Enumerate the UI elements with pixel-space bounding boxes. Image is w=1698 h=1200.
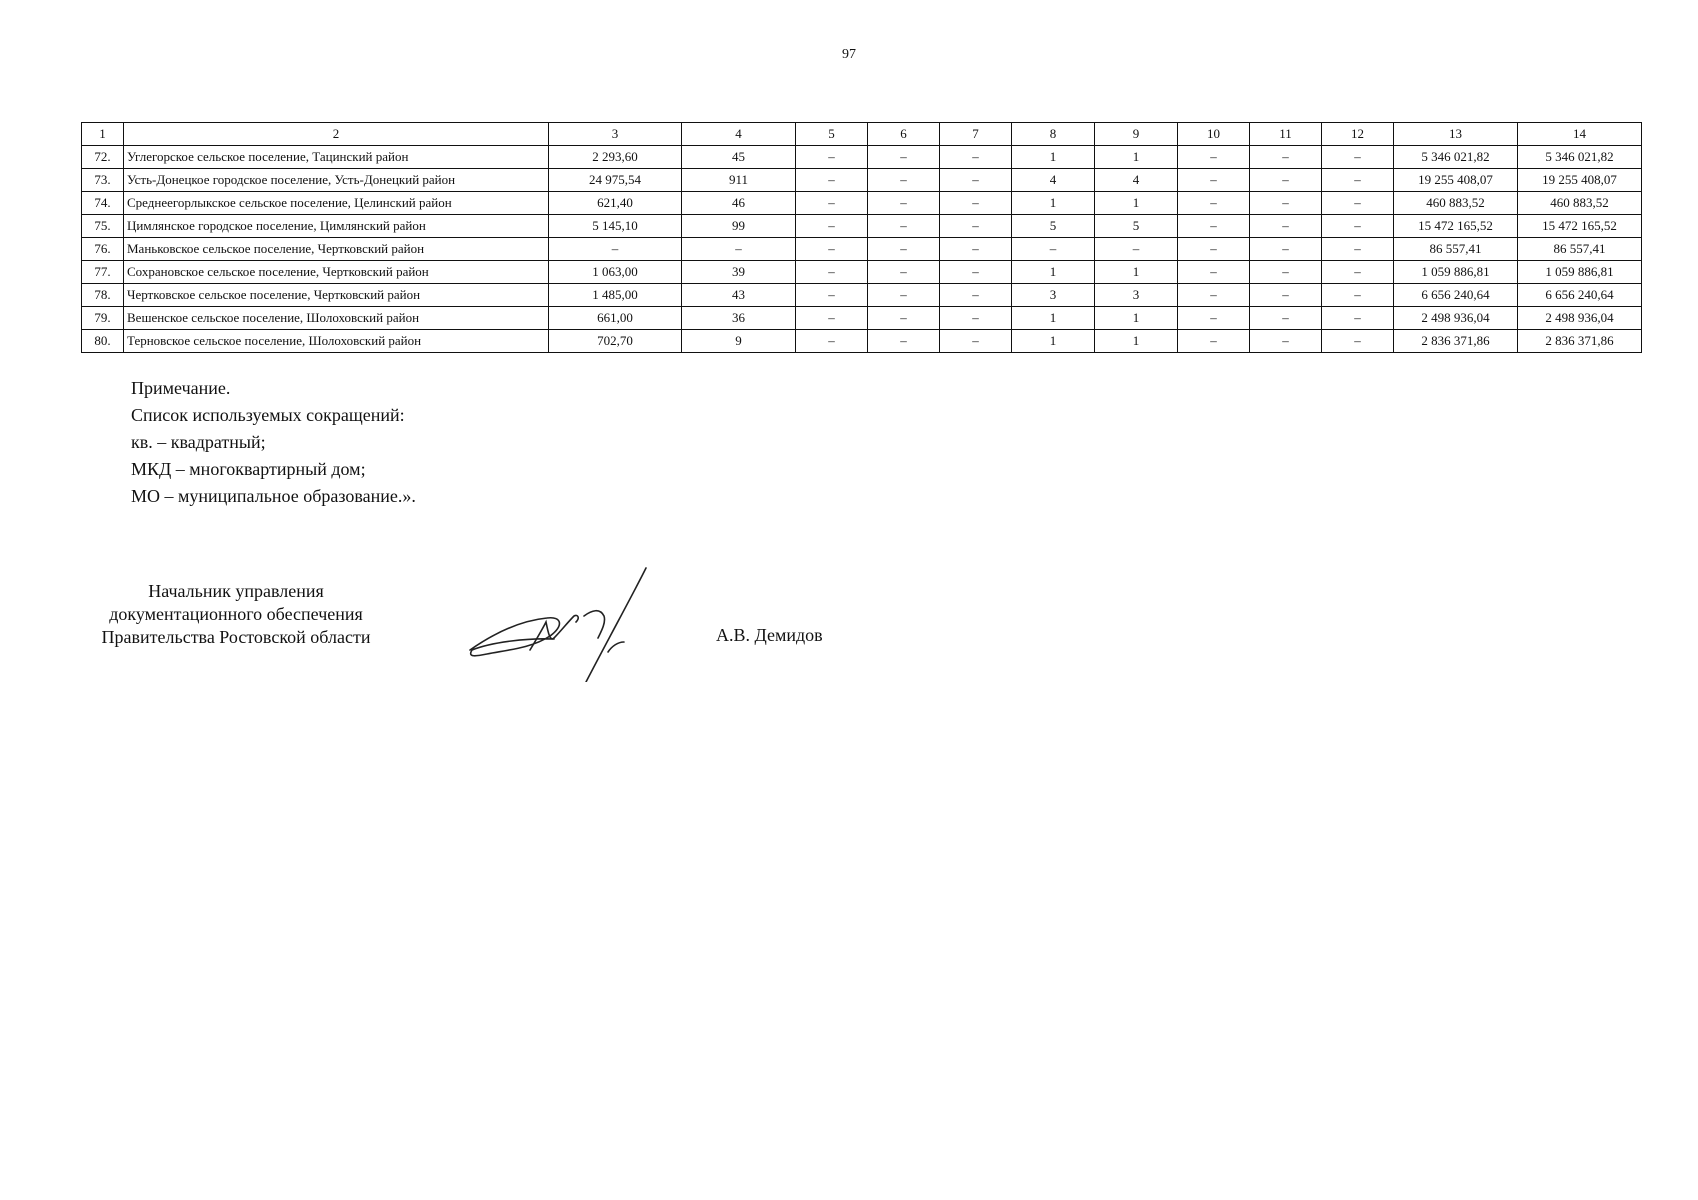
table-cell: 1 bbox=[1012, 261, 1095, 284]
signatory-position-line: Начальник управления bbox=[148, 581, 324, 601]
table-cell: 661,00 bbox=[549, 307, 682, 330]
table-cell: 99 bbox=[682, 215, 796, 238]
table-cell: – bbox=[940, 330, 1012, 353]
data-table bbox=[81, 122, 1642, 353]
column-header: 8 bbox=[1012, 123, 1095, 146]
table-cell: 3 bbox=[1095, 284, 1178, 307]
table-cell: – bbox=[940, 307, 1012, 330]
table-cell: 1 bbox=[1012, 192, 1095, 215]
table-cell: – bbox=[1178, 192, 1250, 215]
table-cell: – bbox=[940, 238, 1012, 261]
table-cell: – bbox=[1322, 192, 1394, 215]
column-header: 9 bbox=[1095, 123, 1178, 146]
table-cell: 9 bbox=[682, 330, 796, 353]
table-cell: 702,70 bbox=[549, 330, 682, 353]
table-row bbox=[82, 146, 1642, 169]
column-header: 14 bbox=[1518, 123, 1642, 146]
column-header: 5 bbox=[796, 123, 868, 146]
table-cell: – bbox=[796, 284, 868, 307]
table-cell: 5 346 021,82 bbox=[1394, 146, 1518, 169]
table-header-row bbox=[82, 123, 1642, 146]
table-cell: – bbox=[868, 238, 940, 261]
table-cell: 24 975,54 bbox=[549, 169, 682, 192]
table-cell: 1 bbox=[1095, 330, 1178, 353]
signatory-position-line: документационного обеспечения bbox=[109, 604, 363, 624]
table-cell: 1 bbox=[1095, 146, 1178, 169]
notes-block bbox=[131, 375, 416, 510]
table-cell: 86 557,41 bbox=[1394, 238, 1518, 261]
column-header: 10 bbox=[1178, 123, 1250, 146]
table-cell: 621,40 bbox=[549, 192, 682, 215]
column-header: 7 bbox=[940, 123, 1012, 146]
table-cell: – bbox=[796, 261, 868, 284]
table-cell: – bbox=[796, 238, 868, 261]
table-cell: – bbox=[1322, 169, 1394, 192]
note-abbrev-kv: кв. – квадратный; bbox=[131, 432, 266, 452]
table-cell: 4 bbox=[1012, 169, 1095, 192]
table-cell: – bbox=[1250, 261, 1322, 284]
note-heading: Примечание. bbox=[131, 378, 231, 398]
table-cell: – bbox=[1012, 238, 1095, 261]
row-number-cell: 72. bbox=[82, 146, 124, 169]
table-cell: 1 063,00 bbox=[549, 261, 682, 284]
table-cell: – bbox=[868, 192, 940, 215]
settlement-name-cell: Цимлянское городское поселение, Цимлянский район bbox=[124, 215, 549, 238]
handwritten-signature bbox=[462, 566, 672, 682]
settlement-name-cell: Сохрановское сельское поселение, Чертковский район bbox=[124, 261, 549, 284]
table-cell: – bbox=[868, 307, 940, 330]
table-cell: 460 883,52 bbox=[1394, 192, 1518, 215]
table-cell: – bbox=[940, 146, 1012, 169]
column-header: 6 bbox=[868, 123, 940, 146]
table-row bbox=[82, 307, 1642, 330]
table-cell: – bbox=[1250, 238, 1322, 261]
table-cell: 5 bbox=[1095, 215, 1178, 238]
column-header: 11 bbox=[1250, 123, 1322, 146]
table-cell: – bbox=[940, 192, 1012, 215]
note-abbrev-mkd: МКД – многоквартирный дом; bbox=[131, 459, 366, 479]
table-cell: 1 485,00 bbox=[549, 284, 682, 307]
table-cell: – bbox=[1322, 215, 1394, 238]
table-cell: 1 059 886,81 bbox=[1518, 261, 1642, 284]
table-cell: – bbox=[868, 284, 940, 307]
table-cell: – bbox=[1178, 169, 1250, 192]
table-cell: 6 656 240,64 bbox=[1518, 284, 1642, 307]
page-number: 97 bbox=[842, 47, 856, 62]
table-cell: 19 255 408,07 bbox=[1518, 169, 1642, 192]
table-row bbox=[82, 284, 1642, 307]
row-number-cell: 74. bbox=[82, 192, 124, 215]
table-cell: – bbox=[1322, 238, 1394, 261]
table-cell: – bbox=[1178, 215, 1250, 238]
table-body bbox=[82, 123, 1642, 353]
table-cell: – bbox=[796, 169, 868, 192]
table-cell: 460 883,52 bbox=[1518, 192, 1642, 215]
settlement-name-cell: Среднеегорлыкское сельское поселение, Целинский район bbox=[124, 192, 549, 215]
column-header: 13 bbox=[1394, 123, 1518, 146]
table-cell: – bbox=[1178, 146, 1250, 169]
row-number-cell: 77. bbox=[82, 261, 124, 284]
table-cell: 46 bbox=[682, 192, 796, 215]
table-cell: – bbox=[1322, 261, 1394, 284]
table-row bbox=[82, 192, 1642, 215]
table-cell: – bbox=[796, 215, 868, 238]
table-cell: 1 bbox=[1095, 192, 1178, 215]
column-header: 3 bbox=[549, 123, 682, 146]
column-header: 2 bbox=[124, 123, 549, 146]
table-cell: – bbox=[940, 169, 1012, 192]
table-cell: 2 498 936,04 bbox=[1394, 307, 1518, 330]
table-cell: 15 472 165,52 bbox=[1518, 215, 1642, 238]
table-cell: 1 bbox=[1012, 146, 1095, 169]
table-cell: 19 255 408,07 bbox=[1394, 169, 1518, 192]
table-cell: – bbox=[1250, 330, 1322, 353]
table-cell: 5 bbox=[1012, 215, 1095, 238]
table-cell: 3 bbox=[1012, 284, 1095, 307]
table-cell: 1 bbox=[1095, 261, 1178, 284]
table-cell: – bbox=[1178, 261, 1250, 284]
table-cell: – bbox=[1178, 284, 1250, 307]
table-cell: – bbox=[796, 307, 868, 330]
table-row bbox=[82, 169, 1642, 192]
note-abbrev-title: Список используемых сокращений: bbox=[131, 405, 405, 425]
table-cell: – bbox=[1250, 284, 1322, 307]
table-cell: 2 293,60 bbox=[549, 146, 682, 169]
table-cell: – bbox=[1322, 284, 1394, 307]
table-cell: – bbox=[796, 146, 868, 169]
table-cell: 2 498 936,04 bbox=[1518, 307, 1642, 330]
table-cell: – bbox=[1250, 192, 1322, 215]
table-cell: – bbox=[940, 284, 1012, 307]
table-cell: – bbox=[796, 192, 868, 215]
row-number-cell: 79. bbox=[82, 307, 124, 330]
table-cell: – bbox=[1250, 146, 1322, 169]
settlement-name-cell: Вешенское сельское поселение, Шолоховский район bbox=[124, 307, 549, 330]
table-cell: 1 bbox=[1012, 307, 1095, 330]
table-cell: – bbox=[1322, 146, 1394, 169]
table-cell: 15 472 165,52 bbox=[1394, 215, 1518, 238]
table-cell: – bbox=[868, 330, 940, 353]
table-cell: – bbox=[796, 330, 868, 353]
table-cell: 2 836 371,86 bbox=[1518, 330, 1642, 353]
table-cell: – bbox=[1322, 307, 1394, 330]
row-number-cell: 80. bbox=[82, 330, 124, 353]
table-cell: 911 bbox=[682, 169, 796, 192]
table-cell: – bbox=[1178, 238, 1250, 261]
table-cell: 1 059 886,81 bbox=[1394, 261, 1518, 284]
table-cell: – bbox=[868, 215, 940, 238]
row-number-cell: 73. bbox=[82, 169, 124, 192]
table-cell: – bbox=[1250, 307, 1322, 330]
row-number-cell: 76. bbox=[82, 238, 124, 261]
table-cell: – bbox=[940, 261, 1012, 284]
table-cell: 36 bbox=[682, 307, 796, 330]
settlement-name-cell: Маньковское сельское поселение, Чертковский район bbox=[124, 238, 549, 261]
signatory-position-line: Правительства Ростовской области bbox=[101, 627, 371, 647]
column-header: 12 bbox=[1322, 123, 1394, 146]
row-number-cell: 75. bbox=[82, 215, 124, 238]
table-cell: – bbox=[868, 169, 940, 192]
table-cell: 86 557,41 bbox=[1518, 238, 1642, 261]
table-row bbox=[82, 238, 1642, 261]
table-cell: – bbox=[549, 238, 682, 261]
table-cell: – bbox=[868, 146, 940, 169]
table-cell: – bbox=[868, 261, 940, 284]
table-cell: 4 bbox=[1095, 169, 1178, 192]
table-cell: – bbox=[682, 238, 796, 261]
settlement-name-cell: Усть-Донецкое городское поселение, Усть-Донецкий район bbox=[124, 169, 549, 192]
table-cell: – bbox=[1178, 307, 1250, 330]
column-header: 4 bbox=[682, 123, 796, 146]
table-row bbox=[82, 330, 1642, 353]
table-cell: 1 bbox=[1012, 330, 1095, 353]
table-cell: – bbox=[1250, 215, 1322, 238]
table-cell: 5 346 021,82 bbox=[1518, 146, 1642, 169]
table-row bbox=[82, 261, 1642, 284]
table-cell: 45 bbox=[682, 146, 796, 169]
table-row bbox=[82, 215, 1642, 238]
table-cell: – bbox=[1250, 169, 1322, 192]
settlement-name-cell: Чертковское сельское поселение, Чертковский район bbox=[124, 284, 549, 307]
table-cell: – bbox=[940, 215, 1012, 238]
table-cell: – bbox=[1322, 330, 1394, 353]
settlement-name-cell: Углегорское сельское поселение, Тацинский район bbox=[124, 146, 549, 169]
row-number-cell: 78. bbox=[82, 284, 124, 307]
table-cell: – bbox=[1178, 330, 1250, 353]
settlement-name-cell: Терновское сельское поселение, Шолоховский район bbox=[124, 330, 549, 353]
table-cell: 1 bbox=[1095, 307, 1178, 330]
table-cell: 6 656 240,64 bbox=[1394, 284, 1518, 307]
column-header: 1 bbox=[82, 123, 124, 146]
table-cell: – bbox=[1095, 238, 1178, 261]
table-cell: 43 bbox=[682, 284, 796, 307]
table-cell: 2 836 371,86 bbox=[1394, 330, 1518, 353]
signatory-position bbox=[81, 580, 391, 649]
note-abbrev-mo: МО – муниципальное образование.». bbox=[131, 486, 416, 506]
signatory-name: А.В. Демидов bbox=[716, 625, 823, 645]
table-cell: 39 bbox=[682, 261, 796, 284]
table-cell: 5 145,10 bbox=[549, 215, 682, 238]
